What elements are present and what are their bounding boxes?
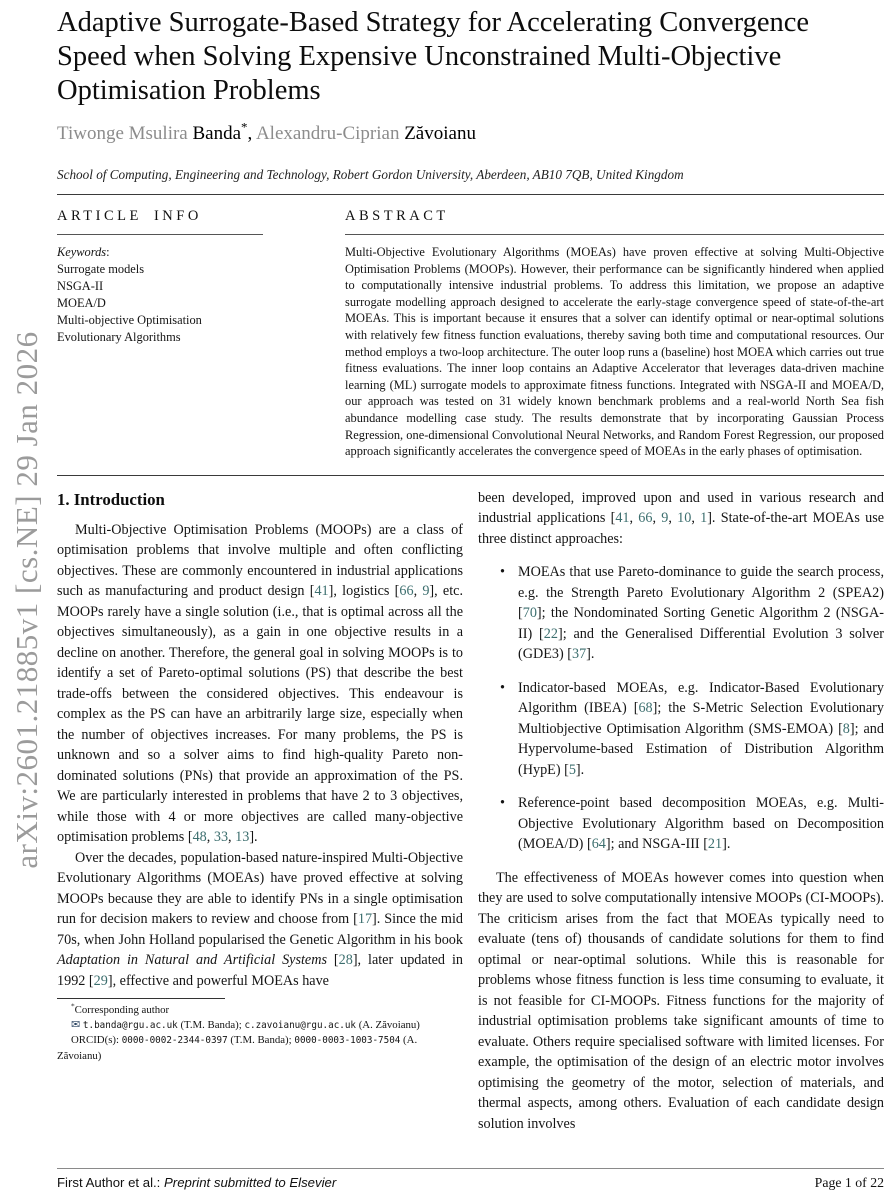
citation-link[interactable]: 9: [661, 510, 669, 527]
intro-paragraph-3: [478, 488, 884, 550]
footer-row: [57, 1169, 884, 1200]
keyword-item: NSGA-II: [57, 278, 104, 293]
article-info-heading: ARTICLE INFO: [57, 208, 202, 224]
text-segment: ,: [691, 510, 701, 527]
citation-link[interactable]: 70: [522, 605, 537, 622]
keyword-item: Surrogate models: [57, 261, 145, 276]
citation-link[interactable]: 8: [842, 720, 850, 737]
text-segment: ].: [249, 829, 258, 846]
citation-link[interactable]: 37: [571, 646, 587, 663]
text-segment: ]; the Nondominated Sorting Genetic Algorithm 2 (NSGA-II) [: [518, 605, 884, 642]
text-segment: The effectiveness of MOEAs however comes into question when they are used to solve computationally intensive MOOPs (CI-MOOPs). The criticism arises from the fact that MOEAs typically need to evaluate (tens of) thousands of candidate solutions for them to find optimal or near-optimal solutions. While this is reasonable for problems whose fitness function is less time consuming to evaluate, it is not feasible for CI-MOOPs. Fitness functions for the majority of industrial optimisation problems take significant amounts of time to evaluate. Others require specialised software with limited licenses. For example, the optimisation of the design of an electric motor involves optimising the geometry of the motor, selection of materials, and thermal aspects, among others. Evaluation of each candidate design solution involves: [478, 869, 884, 1132]
text-segment: [: [326, 952, 339, 969]
citation-link[interactable]: 64: [591, 836, 606, 853]
text-segment: (T.M. Banda);: [227, 1034, 295, 1047]
text-segment: Keywords: [57, 245, 107, 259]
abstract-heading: ABSTRACT: [345, 208, 449, 224]
citation-link[interactable]: 29: [93, 972, 108, 989]
text-segment: ,: [228, 829, 236, 846]
text-segment: ,: [652, 510, 662, 527]
approaches-list: [478, 562, 884, 855]
text-segment: ], later updated in 1992 [: [57, 952, 463, 989]
orcid-link[interactable]: 0000-0002-2344-0397: [121, 1035, 228, 1047]
keyword-item: MOEA/D: [57, 295, 106, 310]
text-segment: (A. Zăvoianu): [57, 1034, 418, 1062]
authors-line: [57, 119, 884, 145]
right-column: [478, 488, 884, 1135]
text-segment: (A. Zăvoianu): [356, 1018, 420, 1031]
text-segment: ].: [722, 836, 731, 853]
abstract-text: Multi-Objective Evolutionary Algorithms (MOEAs) have proven effective at solving Multi-Objective Optimisation Problems (MOOPs). However, their performance can be significantly hindered when applied to computationally intensive industrial problems. To address this limitation, we propose an adaptive surrogate modelling approach designed to accelerate the early-stage convergence speed of state-of-the-art MOEAs. This is important because it ensures that a solver can identify optimal or near-optimal solutions with relatively few fitness function evaluations, thereby saving both time and computational resources. Our method employs a two-loop architecture. The outer loop runs a (baseline) host MOEA which carries out true fitness evaluations. The inner loop contains an Adaptive Accelerator that leverages data-driven machine learning (ML) surrogate models to approximate fitness functions. Integrated with NSGA-II and MOEA/D, our approach was tested on 31 widely known benchmark problems and a real-world North Sea fish abundance modelling case study. The results demonstrate that by incorporating Gaussian Process Regression, one-dimensional Convolutional Neural Networks, and Random Forest Regression, our proposed approach significantly accelerates the convergence speed of MOEAs in the early phases of optimisation.: [345, 245, 884, 459]
text-segment: Reference-point based decomposition MOEAs, e.g. Multi-Objective Evolutionary Algorithm based on Decomposition (MOEA/D) [: [518, 795, 884, 853]
citation-link[interactable]: 13: [235, 829, 250, 846]
citation-link[interactable]: 41: [314, 583, 329, 600]
text-segment: ,: [247, 123, 256, 144]
text-segment: ,: [668, 510, 678, 527]
text-segment: ]; and the Generalised Differential Evolution 3 solver (GDE3) [: [518, 625, 884, 663]
keyword-item: Multi-objective Optimisation: [57, 312, 202, 327]
mid-divider: [57, 475, 884, 476]
text-segment: ]; and NSGA-III [: [605, 836, 708, 853]
text-segment: ,: [206, 829, 214, 846]
text-segment: (T.M. Banda);: [177, 1018, 245, 1031]
text-segment: First Author et al.:: [57, 1175, 165, 1190]
intro-paragraph-1: [57, 520, 463, 848]
corresponding-author-note: [57, 1003, 463, 1018]
footnote-emails: [83, 1019, 420, 1031]
arxiv-watermark: arXiv:2601.21885v1 [cs.NE] 29 Jan 2026: [9, 331, 44, 869]
page-footer: [57, 1168, 884, 1200]
email-link[interactable]: t.banda@rgu.ac.uk: [82, 1019, 178, 1031]
text-segment: Multi-Objective Optimisation Problems (MOOPs) are a class of optimisation problems that involve multiple and often conflicting objectives. These are commonly encountered in industrial applications such as manufacturing and product design [: [57, 521, 463, 600]
citation-link[interactable]: 22: [543, 625, 558, 642]
text-segment: :: [106, 245, 110, 259]
text-segment: ], logistics [: [328, 583, 400, 600]
citation-link[interactable]: 66: [399, 583, 414, 600]
text-segment: ,: [629, 510, 639, 527]
text-segment: Indicator-based MOEAs, e.g. Indicator-Based Evolutionary Algorithm (IBEA) [: [518, 679, 884, 717]
affiliation: School of Computing, Engineering and Technology, Robert Gordon University, Aberdeen, AB10 7QB, United Kingdom: [57, 167, 684, 182]
citation-link[interactable]: 1: [700, 510, 708, 527]
text-segment: Tiwonge Msulira: [57, 123, 193, 144]
text-segment: Alexandru-Ciprian: [255, 123, 405, 144]
text-segment: *: [71, 1001, 75, 1011]
text-segment: ,: [413, 583, 423, 600]
text-segment: ].: [586, 646, 595, 663]
text-segment: MOEAs that use Pareto-dominance to guide the search process, e.g. the Strength Pareto Evolutionary Algorithm 2 (SPEA2) [: [518, 564, 884, 622]
citation-link[interactable]: 5: [568, 761, 576, 778]
text-segment: ]; and Hypervolume-based Estimation of Distribution Algorithm (HypE) [: [518, 720, 884, 778]
abstract-rule: [345, 234, 884, 235]
article-info-rule: [57, 234, 263, 235]
left-column: [57, 488, 463, 1135]
footnote-rule: [57, 998, 225, 999]
citation-link[interactable]: 21: [707, 836, 723, 853]
keyword-item: Evolutionary Algorithms: [57, 329, 181, 344]
list-item-pareto-dominance: [518, 562, 884, 665]
section-heading-introduction: 1. Introduction: [57, 489, 165, 509]
citation-link[interactable]: 28: [338, 952, 353, 969]
orcid-link[interactable]: 0000-0003-1003-7504: [294, 1035, 401, 1047]
text-segment: Adaptation in Natural and Artificial Systems: [57, 952, 327, 969]
intro-paragraph-2: [57, 848, 463, 992]
citation-link[interactable]: 17: [357, 911, 373, 928]
email-icon: ✉: [71, 1018, 81, 1031]
text-segment: ORCID(s):: [71, 1034, 122, 1047]
citation-link[interactable]: 48: [192, 829, 207, 846]
info-abstract-section: [57, 195, 884, 460]
text-segment: ], effective and powerful MOEAs have: [107, 972, 329, 989]
list-item-indicator-based: [518, 678, 884, 781]
text-segment: ], etc. MOOPs rarely have a single solution (i.e., that is optimal across all the objectives simultaneously), as a gain in one objective results in a decline on another. Therefore, the general goal in solving MOOPs is to identify a set of Pareto-optimal solutions (PS) that describe the best trade-offs between the considered objectives. This endeavour is complex as the PS can have an arbitrarily large size, especially when the number of objectives increases. For many problems, the PS is unknown and so a solver aims to find high-quality Pareto non-dominated solutions (PNs) that provide an approximation of the PS. We are particularly interested in problems that have 2 to 3 objectives, while those with 4 or more objectives are called many-objective optimisation problems [: [57, 583, 463, 846]
list-item-decomposition: [518, 793, 884, 855]
intro-paragraph-4: [478, 868, 884, 1135]
text-segment: Over the decades, population-based nature-inspired Multi-Objective Evolutionary Algorithms (MOEAs) have proved effective at solving MOOPs because they are able to identify PNs in a single optimisation run for decision makers to review and choose from [: [57, 849, 463, 928]
citation-link[interactable]: 41: [615, 510, 630, 527]
abstract-column: [345, 195, 884, 460]
citation-link[interactable]: 33: [213, 829, 229, 846]
text-segment: ].: [575, 761, 585, 778]
text-segment: ]. Since the mid 70s, when John Holland popularised the Genetic Algorithm in his book: [57, 911, 463, 948]
citation-link[interactable]: 66: [638, 510, 653, 527]
citation-link[interactable]: 10: [677, 510, 692, 527]
keywords-label: [57, 244, 301, 261]
text-segment: Corresponding author: [74, 1004, 170, 1017]
text-segment: *: [241, 119, 248, 135]
body-columns: [57, 488, 884, 1135]
email-link[interactable]: c.zavoianu@rgu.ac.uk: [244, 1019, 357, 1031]
text-segment: Zăvoianu: [404, 123, 476, 144]
text-segment: been developed, improved upon and used in various research and industrial applications [: [478, 489, 884, 527]
paper-title: Adaptive Surrogate-Based Strategy for Accelerating Convergence Speed when Solving Expensive Unconstrained Multi-Objective Optimisation Problems: [57, 7, 810, 106]
text-segment: Banda: [192, 123, 242, 144]
text-segment: ]; the S-Metric Selection Evolutionary Multiobjective Optimisation Algorithm (SMS-EMOA) [: [518, 700, 884, 737]
footnote-orcid-line: [57, 1033, 463, 1063]
page-number: Page 1 of 22: [814, 1175, 884, 1190]
text-segment: Preprint submitted to Elsevier: [164, 1175, 337, 1190]
footnote-email-line: [57, 1018, 463, 1034]
paper-content: [57, 0, 884, 1134]
running-title: [57, 1175, 336, 1190]
text-segment: ]. State-of-the-art MOEAs use three distinct approaches:: [478, 510, 885, 547]
article-info-column: [57, 195, 345, 460]
citation-link[interactable]: 9: [422, 583, 430, 600]
citation-link[interactable]: 68: [638, 700, 653, 717]
footnote-block: [57, 998, 463, 1063]
